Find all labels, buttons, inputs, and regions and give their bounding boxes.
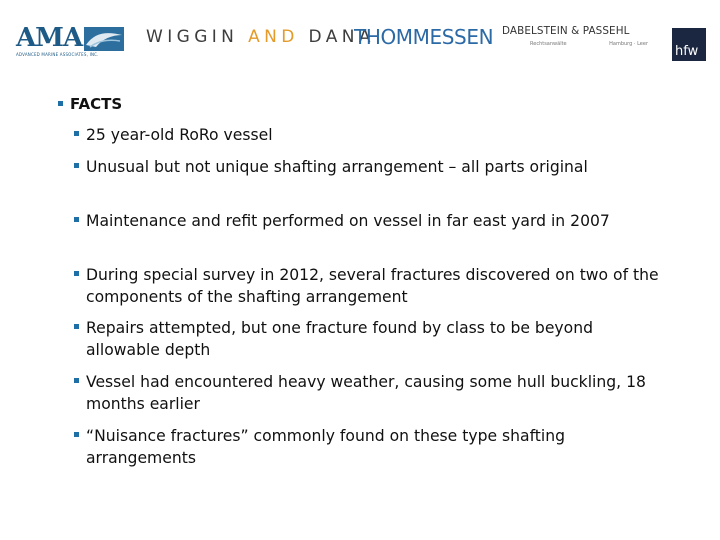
ama-logo-text: AMA <box>16 23 83 53</box>
dabelstein-logo-subline <box>530 41 648 47</box>
slide-heading-text: FACTS <box>70 95 123 113</box>
dabelstein-passehl-logo <box>502 25 650 47</box>
list-item-text: “Nuisance fractures” commonly found on these type shafting arrangements <box>86 427 566 467</box>
list-item <box>74 156 664 178</box>
wiggin-logo-part1: WIGGIN <box>146 27 249 47</box>
wiggin-and-dana-logo <box>146 27 375 47</box>
bullet-marker-icon <box>74 324 79 329</box>
list-item <box>74 124 664 146</box>
list-item-text: Vessel had encountered heavy weather, causing some hull buckling, 18 months earlier <box>86 373 646 413</box>
wave-icon <box>84 27 124 51</box>
hfw-logo-text: hfw <box>675 44 699 59</box>
list-item-text: Maintenance and refit performed on vessel in far east yard in 2007 <box>86 212 610 230</box>
bullet-marker-icon <box>74 217 79 222</box>
bullet-marker-icon <box>74 378 79 383</box>
list-item-text: 25 year-old RoRo vessel <box>86 126 273 144</box>
list-item-text: Repairs attempted, but one fracture found by class to be beyond allowable depth <box>86 319 593 359</box>
wiggin-logo-part3: DANA <box>298 27 375 47</box>
ama-logo-subtitle: ADVANCED MARINE ASSOCIATES, INC. <box>16 52 99 57</box>
dabelstein-sub-left: Rechtsanwälte <box>530 41 567 47</box>
bullet-marker-icon <box>58 101 63 106</box>
bullet-marker-icon <box>74 163 79 168</box>
list-item-text: Unusual but not unique shafting arrangement – all parts original <box>86 158 588 176</box>
bullet-marker-icon <box>74 432 79 437</box>
hfw-logo <box>672 28 706 61</box>
list-item <box>74 264 664 308</box>
list-item-text: During special survey in 2012, several fractures discovered on two of the components of the shafting arrangement <box>86 266 659 306</box>
bullet-marker-icon <box>74 131 79 136</box>
logo-bar <box>0 0 720 80</box>
list-item <box>74 210 664 232</box>
list-item <box>74 317 664 361</box>
ama-wave-graphic <box>84 27 124 51</box>
thommessen-logo: THOMMESSEN <box>354 25 494 49</box>
wiggin-logo-and: AND <box>248 27 299 47</box>
dabelstein-sub-right: Hamburg · Leer <box>609 41 648 47</box>
slide-heading <box>58 94 122 114</box>
list-item <box>74 371 664 415</box>
dabelstein-logo-text: DABELSTEIN & PASSEHL <box>502 25 630 37</box>
list-item <box>74 425 664 469</box>
ama-logo <box>14 24 126 58</box>
bullet-marker-icon <box>74 271 79 276</box>
